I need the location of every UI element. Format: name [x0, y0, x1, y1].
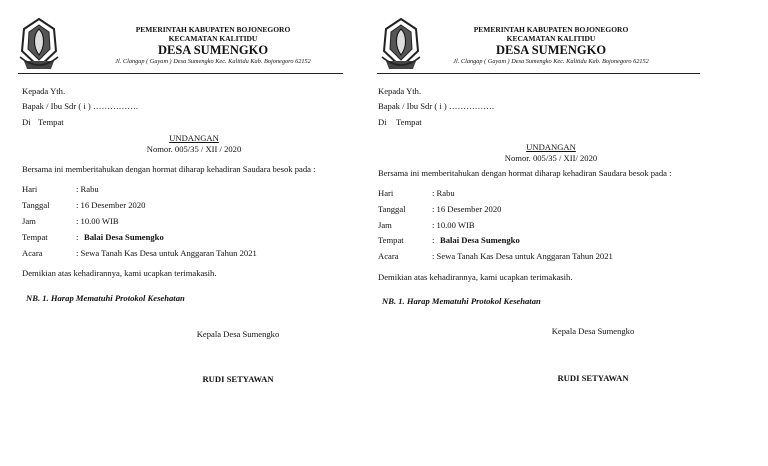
detail-label-jam: Jam — [22, 216, 36, 226]
detail-label-tempat: Tempat — [22, 232, 48, 242]
header-village: DESA SUMENGKO — [495, 43, 607, 57]
header-district: KECAMATAN KALITIDU — [168, 34, 258, 43]
letter-number: Nomor. 005/35 / XII / 2020 — [146, 144, 242, 154]
recipient-kepada: Kepada Yth. — [378, 86, 422, 96]
detail-label-tanggal: Tanggal — [378, 204, 406, 214]
signer-title: Kepala Desa Sumengko — [551, 326, 635, 336]
recipient-name-line: Bapak / Ibu Sdr ( i ) ……………. — [378, 101, 495, 111]
recipient-place: Tempat — [396, 117, 422, 127]
header-address: Jl. Clangap ( Gayam ) Desa Sumengko Kec. Kalitidu Kab. Bojonegoro 62152 — [115, 58, 311, 65]
detail-colon-tempat: : — [432, 235, 435, 245]
detail-value-tempat: Balai Desa Sumengko — [440, 235, 520, 245]
detail-label-jam: Jam — [378, 220, 392, 230]
signer-name: RUDI SETYAWAN — [202, 374, 274, 384]
header-government: PEMERINTAH KABUPATEN BOJONEGORO — [473, 25, 629, 34]
detail-value-tempat: Balai Desa Sumengko — [84, 232, 164, 242]
letter-closing: Demikian atas kehadirannya, kami ucapkan terimakasih. — [378, 272, 573, 282]
recipient-di: Di — [378, 117, 387, 127]
header-address: Jl. Clangap ( Gayam ) Desa Sumengko Kec. Kalitidu Kab. Bojonegoro 62152 — [453, 58, 649, 65]
detail-value-acara: : Sewa Tanah Kas Desa untuk Anggaran Tahun 2021 — [432, 251, 613, 261]
recipient-di: Di — [22, 117, 31, 127]
signer-title: Kepala Desa Sumengko — [196, 329, 280, 339]
detail-colon-tempat: : — [76, 232, 79, 242]
letter-title: UNDANGAN — [526, 142, 576, 152]
header-divider — [18, 73, 343, 74]
regency-emblem-icon — [18, 17, 60, 73]
detail-label-tempat: Tempat — [378, 235, 404, 245]
detail-label-acara: Acara — [378, 251, 399, 261]
letter-closing: Demikian atas kehadirannya, kami ucapkan terimakasih. — [22, 268, 217, 278]
letter-number: Nomor. 005/35 / XII/ 2020 — [504, 153, 598, 163]
detail-label-hari: Hari — [378, 188, 394, 198]
letter-intro: Bersama ini memberitahukan dengan hormat diharap kehadiran Saudara besok pada : — [22, 164, 316, 174]
detail-value-jam: : 10.00 WIB — [432, 220, 475, 230]
health-protocol-note: NB. 1. Harap Mematuhi Protokol Kesehatan — [382, 296, 541, 306]
detail-value-tanggal: : 16 Desember 2020 — [432, 204, 502, 214]
regency-emblem-icon — [380, 17, 422, 73]
letter-intro: Bersama ini memberitahukan dengan hormat diharap kehadiran Saudara besok pada : — [378, 168, 672, 178]
invitation-letter-left — [18, 0, 363, 466]
detail-label-tanggal: Tanggal — [22, 200, 50, 210]
header-district: KECAMATAN KALITIDU — [506, 34, 596, 43]
detail-value-hari: : Rabu — [432, 188, 455, 198]
header-divider — [377, 73, 700, 74]
letter-title: UNDANGAN — [169, 133, 219, 143]
recipient-kepada: Kepada Yth. — [22, 86, 66, 96]
recipient-name-line: Bapak / Ibu Sdr ( i ) ……………. — [22, 101, 139, 111]
health-protocol-note: NB. 1. Harap Mematuhi Protokol Kesehatan — [26, 293, 185, 303]
invitation-letter-right — [375, 0, 720, 466]
signer-name: RUDI SETYAWAN — [557, 373, 629, 383]
detail-value-hari: : Rabu — [76, 184, 99, 194]
detail-value-jam: : 10.00 WIB — [76, 216, 119, 226]
header-village: DESA SUMENGKO — [157, 43, 269, 57]
recipient-place: Tempat — [38, 117, 64, 127]
header-government: PEMERINTAH KABUPATEN BOJONEGORO — [135, 25, 291, 34]
detail-value-tanggal: : 16 Desember 2020 — [76, 200, 146, 210]
detail-value-acara: : Sewa Tanah Kas Desa untuk Anggaran Tahun 2021 — [76, 248, 257, 258]
detail-label-hari: Hari — [22, 184, 38, 194]
detail-label-acara: Acara — [22, 248, 43, 258]
